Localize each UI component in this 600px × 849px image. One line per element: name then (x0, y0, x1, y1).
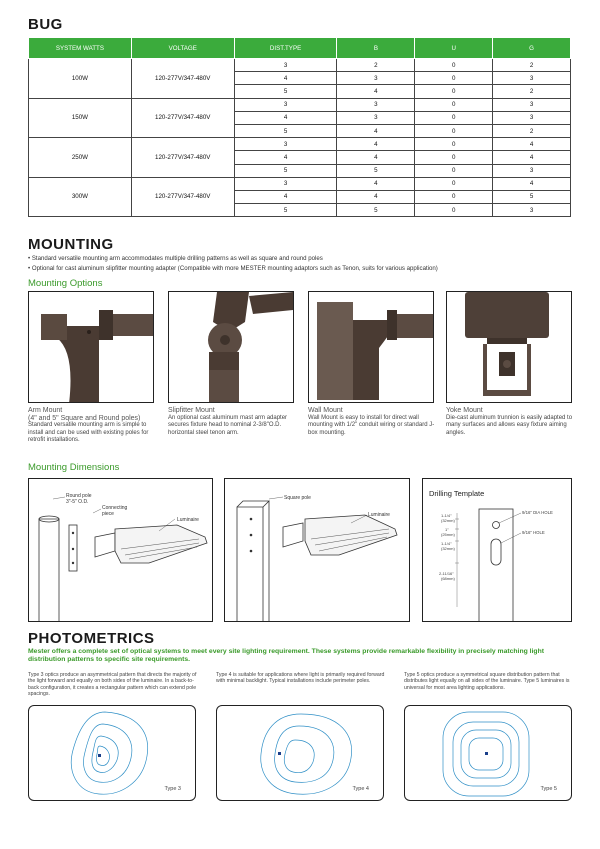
dim-2-mm: (25mm) (441, 532, 455, 537)
dist-cell: 5 (234, 85, 337, 98)
mounting-options-title: Mounting Options (28, 278, 103, 289)
col-dist-type: DIST.TYPE (234, 38, 337, 59)
u-cell: 0 (415, 151, 493, 164)
g-cell: 3 (493, 204, 571, 217)
option-subtitle: (4" and 5" Square and Round poles) (28, 414, 141, 422)
dist-cell: 3 (234, 177, 337, 190)
g-cell: 3 (493, 98, 571, 111)
type4-description: Type 4 is suitable for applications where light is primarily required forward with minimal backlight. Typical installations include perimeter poles. (216, 672, 385, 685)
dim-4: 2-11/16" (439, 571, 454, 576)
b-cell: 4 (337, 124, 415, 137)
dist-cell: 5 (234, 204, 337, 217)
bug-title: BUG (28, 16, 63, 33)
dist-cell: 4 (234, 151, 337, 164)
option-desc: An optional cast aluminum mast arm adapter secures fixture head to nominal 2-3/8"O.D. horizontal steel tenon arm. (168, 414, 288, 436)
type4-pattern (216, 705, 384, 801)
option-title: Wall Mount (308, 407, 343, 414)
table-row (29, 138, 571, 151)
table-row (29, 177, 571, 190)
option-desc: Die-cast aluminum trunnion is easily adapted to many surfaces and allows easy fixture aiming angles. (446, 414, 573, 436)
round-pole-diagram (28, 478, 213, 622)
option-title: Arm Mount (28, 407, 63, 414)
wall-mount-photo (308, 291, 434, 403)
col-voltage: VOLTAGE (131, 38, 234, 59)
b-cell: 2 (337, 59, 415, 72)
type3-description: Type 3 optics produce an asymmetrical pattern that directs the majority of the light forward and equally on both sides of the luminaire. In a back-to-back configuration, it creates a rectangular pattern which can extend pole spacings. (28, 672, 197, 698)
u-cell: 0 (415, 72, 493, 85)
luminaire-label: Luminaire (368, 512, 390, 518)
dim-1: 1-1/4" (441, 513, 452, 518)
drilling-template-diagram (422, 478, 572, 622)
arm-mount-photo (28, 291, 154, 403)
col-b: B (337, 38, 415, 59)
mounting-dimensions-title: Mounting Dimensions (28, 462, 120, 473)
type3-label: Type 3 (164, 786, 181, 792)
photometrics-intro: Mester offers a complete set of optical systems to meet every site lighting requirement. These systems provide remarkable flexibility in precisely matching light distribution patterns to specific site requirements. (28, 648, 544, 664)
type3-pattern (28, 705, 196, 801)
u-cell: 0 (415, 204, 493, 217)
slipfitter-mount-photo (168, 291, 294, 403)
b-cell: 5 (337, 164, 415, 177)
voltage-cell: 120-277V/347-480V (131, 177, 234, 217)
dist-cell: 5 (234, 164, 337, 177)
drilling-template-title: Drilling Template (429, 489, 485, 498)
b-cell: 4 (337, 85, 415, 98)
option-desc: Wall Mount is easy to install for direct wall mounting with 1/2" conduit wiring or standard J-box mounting. (308, 414, 435, 436)
square-pole-label: Square pole (284, 495, 311, 501)
dist-cell: 5 (234, 124, 337, 137)
watts-cell: 100W (29, 59, 132, 99)
col-system-watts: SYSTEM WATTS (29, 38, 132, 59)
b-cell: 4 (337, 138, 415, 151)
g-cell: 2 (493, 85, 571, 98)
table-row (29, 98, 571, 111)
connecting-label: Connecting (102, 505, 128, 511)
square-pole-diagram (224, 478, 410, 622)
arm-mount-caption (28, 407, 160, 445)
option-title: Yoke Mount (446, 407, 483, 414)
b-cell: 3 (337, 72, 415, 85)
u-cell: 0 (415, 138, 493, 151)
dim-1-mm: (32mm) (441, 518, 455, 523)
dist-cell: 3 (234, 59, 337, 72)
bug-header-row (29, 38, 571, 59)
u-cell: 0 (415, 85, 493, 98)
dist-cell: 4 (234, 190, 337, 203)
dim-4-mm: (68mm) (441, 576, 455, 581)
type4-label: Type 4 (352, 786, 369, 792)
voltage-cell: 120-277V/347-480V (131, 59, 234, 99)
voltage-cell: 120-277V/347-480V (131, 138, 234, 178)
b-cell: 3 (337, 111, 415, 124)
g-cell: 2 (493, 124, 571, 137)
bullet-item: • Standard versatile mounting arm accommodates multiple drilling patterns as well as square and round poles (28, 255, 323, 262)
dim-2: 1" (445, 527, 449, 532)
table-row (29, 59, 571, 72)
bullet-item: • Optional for cast aluminum slipfitter mounting adapter (Compatible with more MESTER mounting adaptors such as Tenon, suits for various application) (28, 264, 438, 272)
piece-label: piece (102, 511, 114, 517)
u-cell: 0 (415, 190, 493, 203)
yoke-mount-caption (446, 407, 574, 437)
round-pole-od-label: 3"-5" O.D. (66, 499, 89, 505)
g-cell: 5 (493, 190, 571, 203)
b-cell: 4 (337, 190, 415, 203)
col-g: G (493, 38, 571, 59)
b-cell: 3 (337, 98, 415, 111)
type5-pattern (404, 705, 572, 801)
voltage-cell: 120-277V/347-480V (131, 98, 234, 138)
g-cell: 4 (493, 138, 571, 151)
u-cell: 0 (415, 98, 493, 111)
g-cell: 3 (493, 111, 571, 124)
u-cell: 0 (415, 111, 493, 124)
u-cell: 0 (415, 164, 493, 177)
bug-table (28, 37, 571, 217)
mounting-bullets (28, 254, 438, 273)
hole-2-label: 9/16" HOLE (522, 530, 545, 535)
dist-cell: 3 (234, 98, 337, 111)
dist-cell: 4 (234, 72, 337, 85)
watts-cell: 300W (29, 177, 132, 217)
hole-1-label: 9/16" DIA HOLE (522, 510, 553, 515)
dim-3-mm: (32mm) (441, 546, 455, 551)
yoke-mount-photo (446, 291, 572, 403)
photometrics-title: PHOTOMETRICS (28, 630, 155, 647)
dim-3: 1-1/4" (441, 541, 452, 546)
g-cell: 3 (493, 164, 571, 177)
mounting-title: MOUNTING (28, 236, 114, 253)
dist-cell: 3 (234, 138, 337, 151)
type5-description: Type 5 optics produce a symmetrical square distribution pattern that distributes light equally on all sides of the luminaire. Type 5 luminaires is universal for most area lighting applications. (404, 672, 570, 691)
watts-cell: 150W (29, 98, 132, 138)
col-u: U (415, 38, 493, 59)
u-cell: 0 (415, 59, 493, 72)
round-pole-label: Round pole (66, 493, 92, 499)
b-cell: 4 (337, 151, 415, 164)
g-cell: 4 (493, 151, 571, 164)
b-cell: 5 (337, 204, 415, 217)
option-title: Slipfitter Mount (168, 407, 215, 414)
g-cell: 4 (493, 177, 571, 190)
watts-cell: 250W (29, 138, 132, 178)
wall-mount-caption (308, 407, 440, 437)
g-cell: 2 (493, 59, 571, 72)
u-cell: 0 (415, 124, 493, 137)
slipfitter-mount-caption (168, 407, 300, 437)
type5-label: Type 5 (540, 786, 557, 792)
luminaire-label: Luminaire (177, 517, 199, 523)
b-cell: 4 (337, 177, 415, 190)
dist-cell: 4 (234, 111, 337, 124)
u-cell: 0 (415, 177, 493, 190)
g-cell: 3 (493, 72, 571, 85)
option-desc: Standard versatile mounting arm is simple to install and can be used with existing poles for retrofit installations. (28, 422, 149, 444)
